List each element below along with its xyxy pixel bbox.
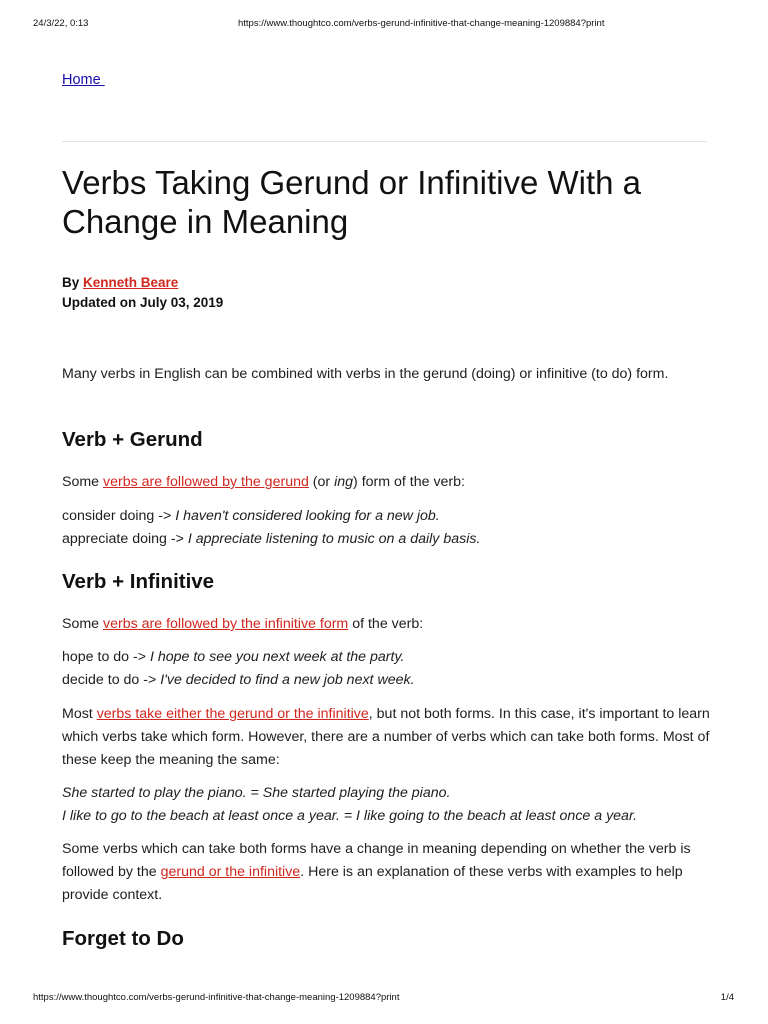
print-date: 24/3/22, 0:13 [33,18,89,29]
by-label: By [62,275,80,290]
byline [62,275,178,290]
same-meaning-ex1: She started to play the piano. = She started playing the piano. [62,785,451,801]
infinitive-ex1-plain: hope to do -> [62,649,150,665]
change-meaning-paragraph [62,838,710,907]
infinitive-ex1-em: I hope to see you next week at the party. [149,649,405,665]
page-number: 1/4 [720,992,734,1003]
home-link[interactable]: Home [62,72,105,88]
print-url: https://www.thoughtco.com/verbs-gerund-infinitive-that-change-meaning-1209884?print [238,18,605,29]
both-forms-after: , but not both forms. In this case, it's important to learn which verbs take which form. However, there are a number of verbs which can take both forms. Most of these keep the meaning the same: [62,706,710,768]
infinitive-lead-after: of the verb: [348,616,424,632]
both-forms-link[interactable]: verbs take either the gerund or the infinitive [96,706,369,722]
divider [62,141,707,142]
gerund-lead-paragraph [62,471,710,494]
updated-date: Updated on July 03, 2019 [62,295,224,310]
heading-forget-to-do: Forget to Do [62,927,184,950]
intro-paragraph: Many verbs in English can be combined with verbs in the gerund (doing) or infinitive (to do) form. [62,366,669,382]
change-meaning-after: . Here is an explanation of these verbs with examples to help provide context. [62,864,683,903]
infinitive-lead-link[interactable]: verbs are followed by the infinitive form [103,616,349,632]
print-header [0,18,768,32]
gerund-lead-link[interactable]: verbs are followed by the gerund [103,474,309,490]
change-meaning-before: Some verbs which can take both forms have a change in meaning depending on whether the verb is followed by the [62,841,691,880]
infinitive-ex2-em: I've decided to find a new job next week. [160,672,415,688]
heading-verb-infinitive: Verb + Infinitive [62,570,215,593]
gerund-lead-mid: (or [308,474,335,490]
gerund-lead-after: ) form of the verb: [353,474,465,490]
author-link[interactable]: Kenneth Beare [83,275,179,290]
gerund-examples [62,505,710,551]
print-footer [0,992,768,1006]
article-title: Verbs Taking Gerund or Infinitive With a Change in Meaning [62,164,642,240]
both-forms-paragraph [62,703,710,772]
gerund-ex2-em: I appreciate listening to music on a daily basis. [187,531,481,547]
gerund-lead-em: ing [334,474,354,490]
footer-url: https://www.thoughtco.com/verbs-gerund-infinitive-that-change-meaning-1209884?print [33,992,400,1003]
both-forms-before: Most [62,706,97,722]
infinitive-ex2-plain: decide to do -> [62,672,161,688]
change-meaning-link[interactable]: gerund or the infinitive [160,864,301,880]
gerund-ex1-plain: consider doing -> [62,508,176,524]
heading-verb-gerund: Verb + Gerund [62,428,203,451]
gerund-lead-before: Some [62,474,104,490]
infinitive-lead-paragraph [62,613,710,636]
gerund-ex2-plain: appreciate doing -> [62,531,188,547]
same-meaning-examples [62,782,710,828]
gerund-ex1-em: I haven't considered looking for a new job. [175,508,440,524]
infinitive-examples [62,646,710,692]
infinitive-lead-before: Some [62,616,104,632]
same-meaning-ex2: I like to go to the beach at least once a year. = I like going to the beach at least once a year. [62,808,638,824]
